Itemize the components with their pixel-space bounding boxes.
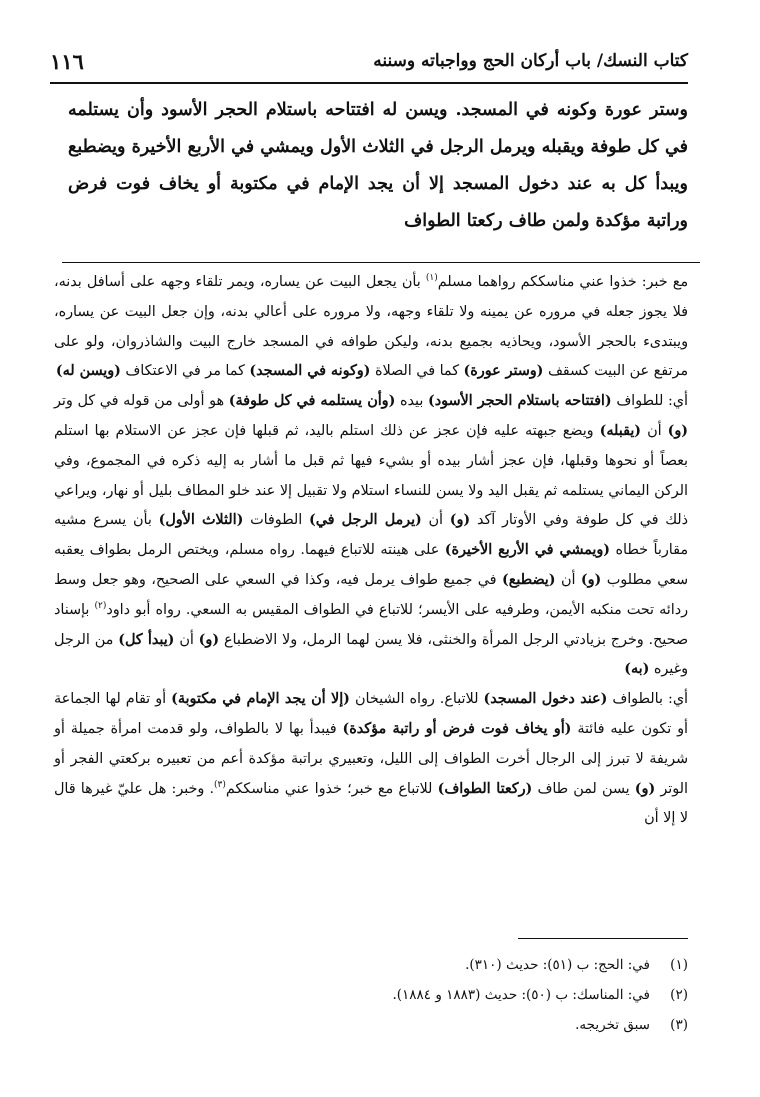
text-run: مع خبر: خذوا عني مناسككم رواهما مسلم: [437, 274, 688, 290]
footnote-item: [200, 1010, 688, 1040]
matn-quote: (عند دخول المسجد): [483, 691, 608, 708]
text-run: للاتباع. رواه الشيخان: [349, 691, 484, 708]
matn-text: وستر عورة وكونه في المسجد. ويسن له افتتاحه باستلام الحجر الأسود وأن يستلمه في كل طوفة ويقبله ويرمل الرجل في الثلاث الأول ويمشي في الأربع الأخيرة ويضطبع ويبدأ كل به عند دخول المسجد إلا أن يجد الإمام في مكتوبة أو يخاف فوت فرض وراتبة مؤكدة ولمن طاف ركعتا الطواف: [68, 100, 688, 231]
text-run: الطوفات: [243, 512, 309, 529]
matn-quote: (يضطبع): [501, 571, 556, 588]
footnotes: [200, 950, 688, 1040]
text-run: بإسناد صحيح. وخرج بزيادتي الرجل المرأة والخنثى، فلا يسن لهما الرمل، ولا الاضطباع: [54, 601, 688, 648]
text-run: في جميع طواف يرمل فيه، وكذا في السعي على الصحيح، وهو جعل وسط ردائه تحت منكبه الأيمن، وطرفيه على الأيسر؛ للاتباع في الطواف المقيس به السعي. رواه أبو داود: [54, 571, 688, 618]
footnote-ref-3: (٣): [214, 779, 226, 790]
matn-quote: (الثلاث الأول): [158, 512, 244, 529]
matn-quote: (أو يخاف فوت فرض أو راتبة مؤكدة): [342, 720, 572, 737]
sharh-commentary: [54, 268, 688, 834]
text-run: بأن يسرع مشيه مقارباً خطاه: [54, 512, 688, 559]
footnote-item: [200, 950, 688, 980]
text-run: على هينته للاتباع فيهما. رواه مسلم، ويختص الرمل بطواف يعقبه سعي مطلوب: [54, 542, 688, 588]
footnote-item: [200, 980, 688, 1010]
text-divider: [62, 262, 700, 263]
footnote-ref-2: (٢): [94, 601, 107, 611]
text-run: كما في الصلاة: [370, 363, 464, 380]
matn-quote: (إلا أن يجد الإمام في مكتوبة): [171, 691, 350, 708]
matn-quote: (يقبله): [599, 422, 642, 439]
matn-quote: (و): [634, 780, 656, 797]
text-run: أن: [421, 512, 450, 529]
text-run: أن: [555, 571, 581, 588]
footnote-text: سبق تخريجه.: [575, 1017, 650, 1033]
page-header: [50, 40, 688, 84]
sharh-paragraph-3: [54, 685, 688, 834]
running-title: كتاب النسك/ باب أركان الحج وواجباته وسننه: [373, 51, 688, 71]
text-run: أن: [641, 422, 668, 439]
matn-quote: (ركعتا الطواف): [437, 780, 533, 797]
footnote-number: (١): [670, 957, 688, 973]
page-number: ١١٦: [50, 48, 84, 74]
text-run: كما مر في الاعتكاف: [120, 363, 250, 380]
matn-quote: (و): [580, 571, 602, 588]
footnote-number: (٣): [670, 1017, 688, 1033]
matn-quote: (وكونه في المسجد): [249, 363, 371, 380]
matn-quote: (يرمل الرجل في): [308, 512, 422, 529]
text-run: . وخبر: هل عليّ غيرها قال لا إلا أن: [54, 780, 688, 827]
text-run: هو أولى من قوله في كل وتر: [54, 393, 229, 410]
footnote-text: في: المناسك: ب (٥٠): حديث (١٨٨٣ و ١٨٨٤).: [392, 987, 650, 1003]
text-run: يسن لمن طاف: [532, 780, 635, 797]
text-run: أي: بالطواف: [607, 691, 688, 708]
matn-quote: (و): [449, 512, 471, 529]
matn-quote: (وستر عورة): [463, 363, 544, 380]
footnote-number: (٢): [670, 987, 688, 1003]
text-run: بأن يجعل البيت عن يساره، ويمر تلقاء وجهه على أسافل بدنه، فلا يجوز جعله في مروره عن يمينه ولا تلقاء وجهه، ولا مروره على أعالي بدنه، وإن جعل البيت عن يساره، ويبتدىء بالحجر الأسود، ويحاذيه بجميع بدنه، وليكن طوافه في المسجد خارج البيت والشاذروان، ولو على مرتفع عن البيت كسقف: [54, 274, 688, 380]
text-run: أي: للطواف: [611, 393, 688, 410]
matn-quote: (افتتاحه باستلام الحجر الأسود): [427, 393, 612, 410]
matn-quote: (به): [624, 661, 650, 678]
text-run: أن: [174, 631, 199, 648]
matn-quote: (وأن يستلمه في كل طوفة): [228, 393, 396, 410]
matn-quote: (و): [198, 631, 220, 648]
footnote-text: في: الحج: ب (٥١): حديث (٣١٠).: [465, 957, 650, 973]
matn-quote: (و): [667, 422, 689, 439]
text-run: من الرجل وغيره: [54, 631, 688, 678]
text-run: أو تقام لها الجماعة أو تكون عليه فائتة: [54, 691, 688, 737]
matn-quote: (ويسن له): [55, 363, 121, 380]
text-run: للاتباع مع خبر؛ خذوا عني مناسككم: [225, 780, 438, 797]
footnote-ref-1: (١): [425, 273, 438, 284]
sharh-paragraph-1: [54, 268, 688, 387]
text-run: فيبدأ بها لا بالطواف، ولو قدمت امرأة جميلة أو شريفة لا تبرز إلى الرجال أخرت الطواف إلى الليل، وتعبيري براتبة مؤكدة أعم من تعبيره بركعتي الفجر أو الوتر: [54, 720, 689, 797]
matn-quote: (ويمشي في الأربع الأخيرة): [444, 542, 611, 559]
footnote-divider: [518, 938, 688, 939]
text-run: ويضع جبهته عليه فإن عجز عن ذلك استلم باليد، ثم قبلها فإن عجز عن الاستلام بها استلم بعصاً أو نحوها وقبلها، فإن عجز أشار بيده أو بشيء فيها ثم قبل ما أشار به إليه ذكره في المجموع، وفي الركن اليماني يستلمه ثم يقبل اليد ولا يسن للنساء استلام ولا تقبيل إلا عند خلو المطاف بليل أو نهار، ويراعي ذلك في كل طوفة وفي الأوتار آكد: [54, 422, 688, 529]
text-run: بيده: [395, 393, 428, 410]
sharh-paragraph-2: [54, 387, 688, 685]
matn-quote: (يبدأ كل): [118, 631, 175, 648]
